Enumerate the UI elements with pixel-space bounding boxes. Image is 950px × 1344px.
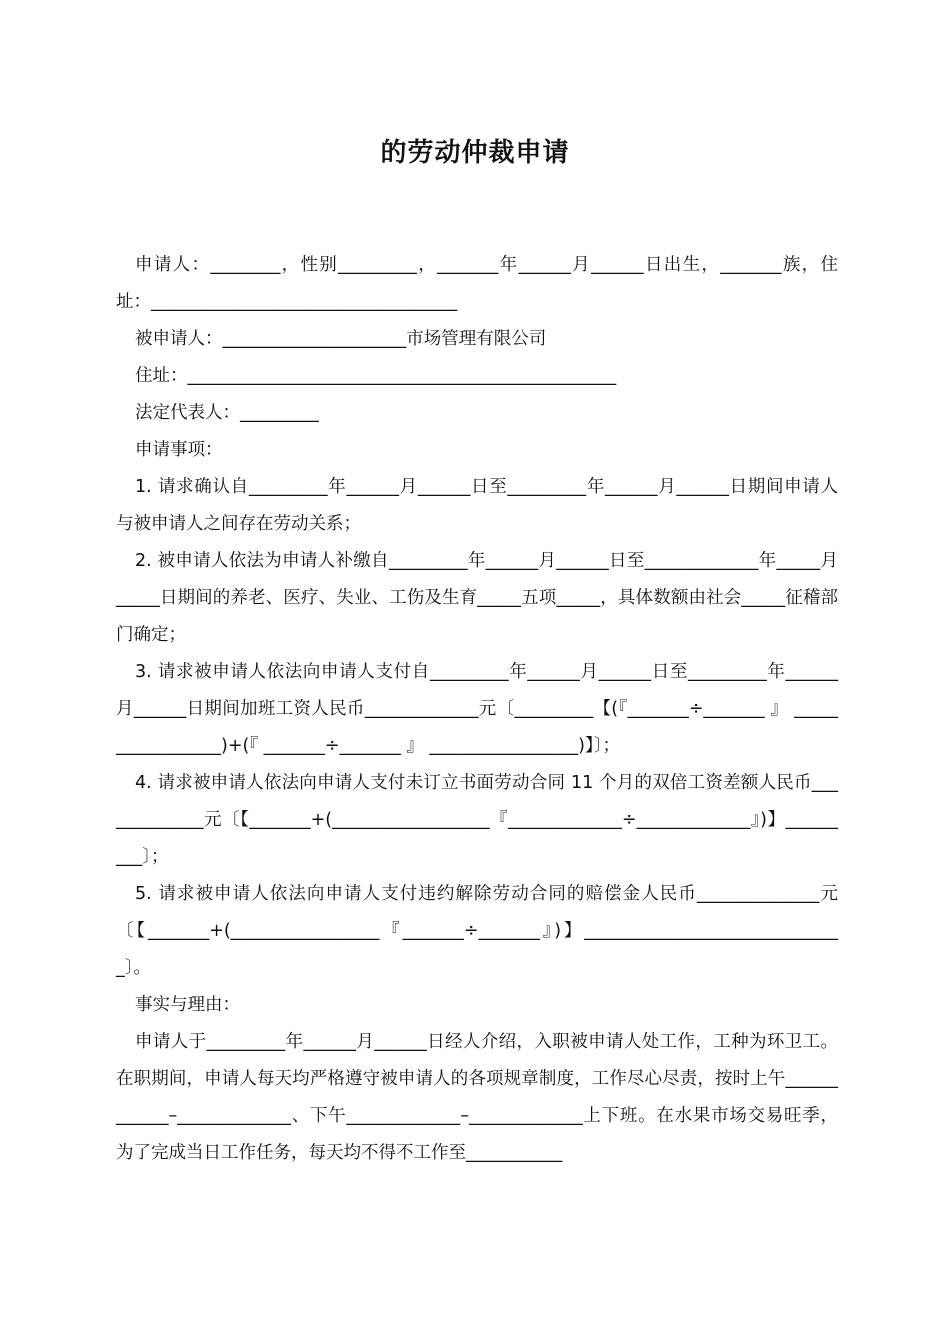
claim-item-5: 5. 请求被申请人依法向申请人支付违约解除劳动合同的赔偿金人民币______________元〔【_______+(_________________『_______÷_______』)】______________________________〕。: [116, 884, 838, 978]
claim-item-1: 1. 请求确认自_________年______月______日至_________年______月______日期间申请人与被申请人之间存在劳动关系；: [116, 477, 838, 534]
facts-paragraph: 申请人于_________年______月______日经人介绍，入职被申请人处工作，工种为环卫工。在职期间，申请人每天均严格遵守被申请人的各项规章制度，工作尽心尽责，按时上午____________–_____________、下午_____________–_____________上下班。在水果市场交易旺季，为了完成当日工作任务，每天均不得不工作至___________: [116, 1032, 838, 1163]
facts-heading: 事实与理由：: [135, 995, 240, 1015]
respondent-paragraph: 被申请人：_____________________市场管理有限公司: [135, 329, 547, 349]
applicant-paragraph: 申请人：________，性别_________，_______年______月______日出生，_______族，住址：___________________________________: [116, 255, 838, 312]
claim-item-2: 2. 被申请人依法为申请人补缴自_________年______月______日至_____________年_____月_____日期间的养老、医疗、失业、工伤及生育_____五项_____，具体数额由社会_____征稽部门确定；: [116, 551, 838, 645]
legal-representative-paragraph: 法定代表人：_________: [135, 403, 319, 423]
document-body: [116, 247, 838, 1172]
claim-item-3: 3. 请求被申请人依法向申请人支付自_________年______月______日至_________年______月______日期间加班工资人民币_____________元〔_________【(『_______÷_______ 』 _________________)+(『 _______÷_______ 』 _________________)】〕；: [116, 662, 838, 756]
address-paragraph: 住址：_________________________________________________: [135, 366, 617, 386]
claims-heading: 申请事项：: [135, 440, 223, 460]
document-title: 的劳动仲裁申请: [380, 138, 570, 168]
claim-item-4: 4. 请求被申请人依法向申请人支付未订立书面劳动合同 11 个月的双倍工资差额人民币_____________元〔【_______+(__________________『_____________÷_____________』)】_________〕；: [116, 773, 838, 867]
